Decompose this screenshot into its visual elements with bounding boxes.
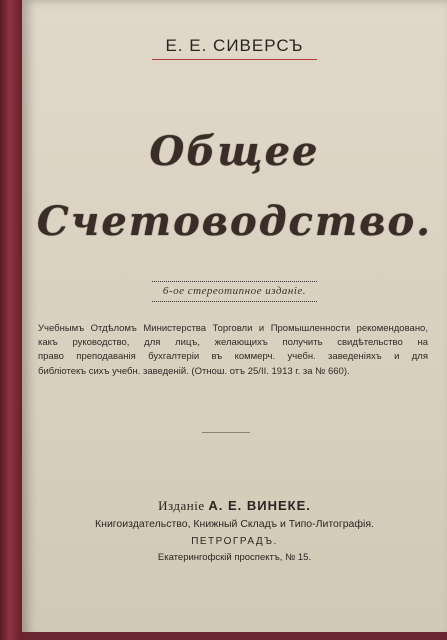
recommendation-line-2: какъ руководство, для лицъ, желающихъ получить свидѣтельство на xyxy=(38,337,428,349)
publisher-city: ПЕТРОГРАДЪ. xyxy=(191,536,278,547)
publisher-prefix: Изданіе xyxy=(158,498,205,513)
recommendation-line-4: библіотекъ сихъ учебн. заведеній. (Отнош. отъ 25/II. 1913 г. за № 660). xyxy=(38,365,350,377)
author-name: Е. Е. СИВЕРСЪ xyxy=(165,36,304,55)
book-title-line-1: Общее xyxy=(149,128,320,175)
recommendation-text xyxy=(38,322,428,379)
book-title-line-2: Счетоводство. xyxy=(36,198,433,245)
binding-bottom-strip xyxy=(22,632,447,640)
publisher-line xyxy=(22,498,447,514)
publisher-name: А. Е. ВИНЕКЕ. xyxy=(208,498,311,513)
recommendation-line-1: Учебнымъ Отдѣломъ Министерства Торговли и Промышленности рекомендовано, xyxy=(38,323,428,334)
recommendation-line-3: право преподаванія бухгалтеріи въ коммерч. учебн. заведеніяхъ и для xyxy=(38,351,428,363)
publisher-address: Екатерингофскій проспектъ, № 15. xyxy=(157,552,312,563)
divider-rule xyxy=(202,432,250,433)
publisher-description: Книгоиздательство, Книжный Складъ и Типо-Литографія. xyxy=(95,518,374,530)
edition-rule-top xyxy=(152,281,317,282)
book-cover xyxy=(22,0,447,640)
book-binding-edge xyxy=(0,0,22,640)
edition-rule-bottom xyxy=(152,301,317,302)
edition-note: 6-ое стереотипное изданіе. xyxy=(162,285,307,297)
author-underline xyxy=(152,59,317,61)
